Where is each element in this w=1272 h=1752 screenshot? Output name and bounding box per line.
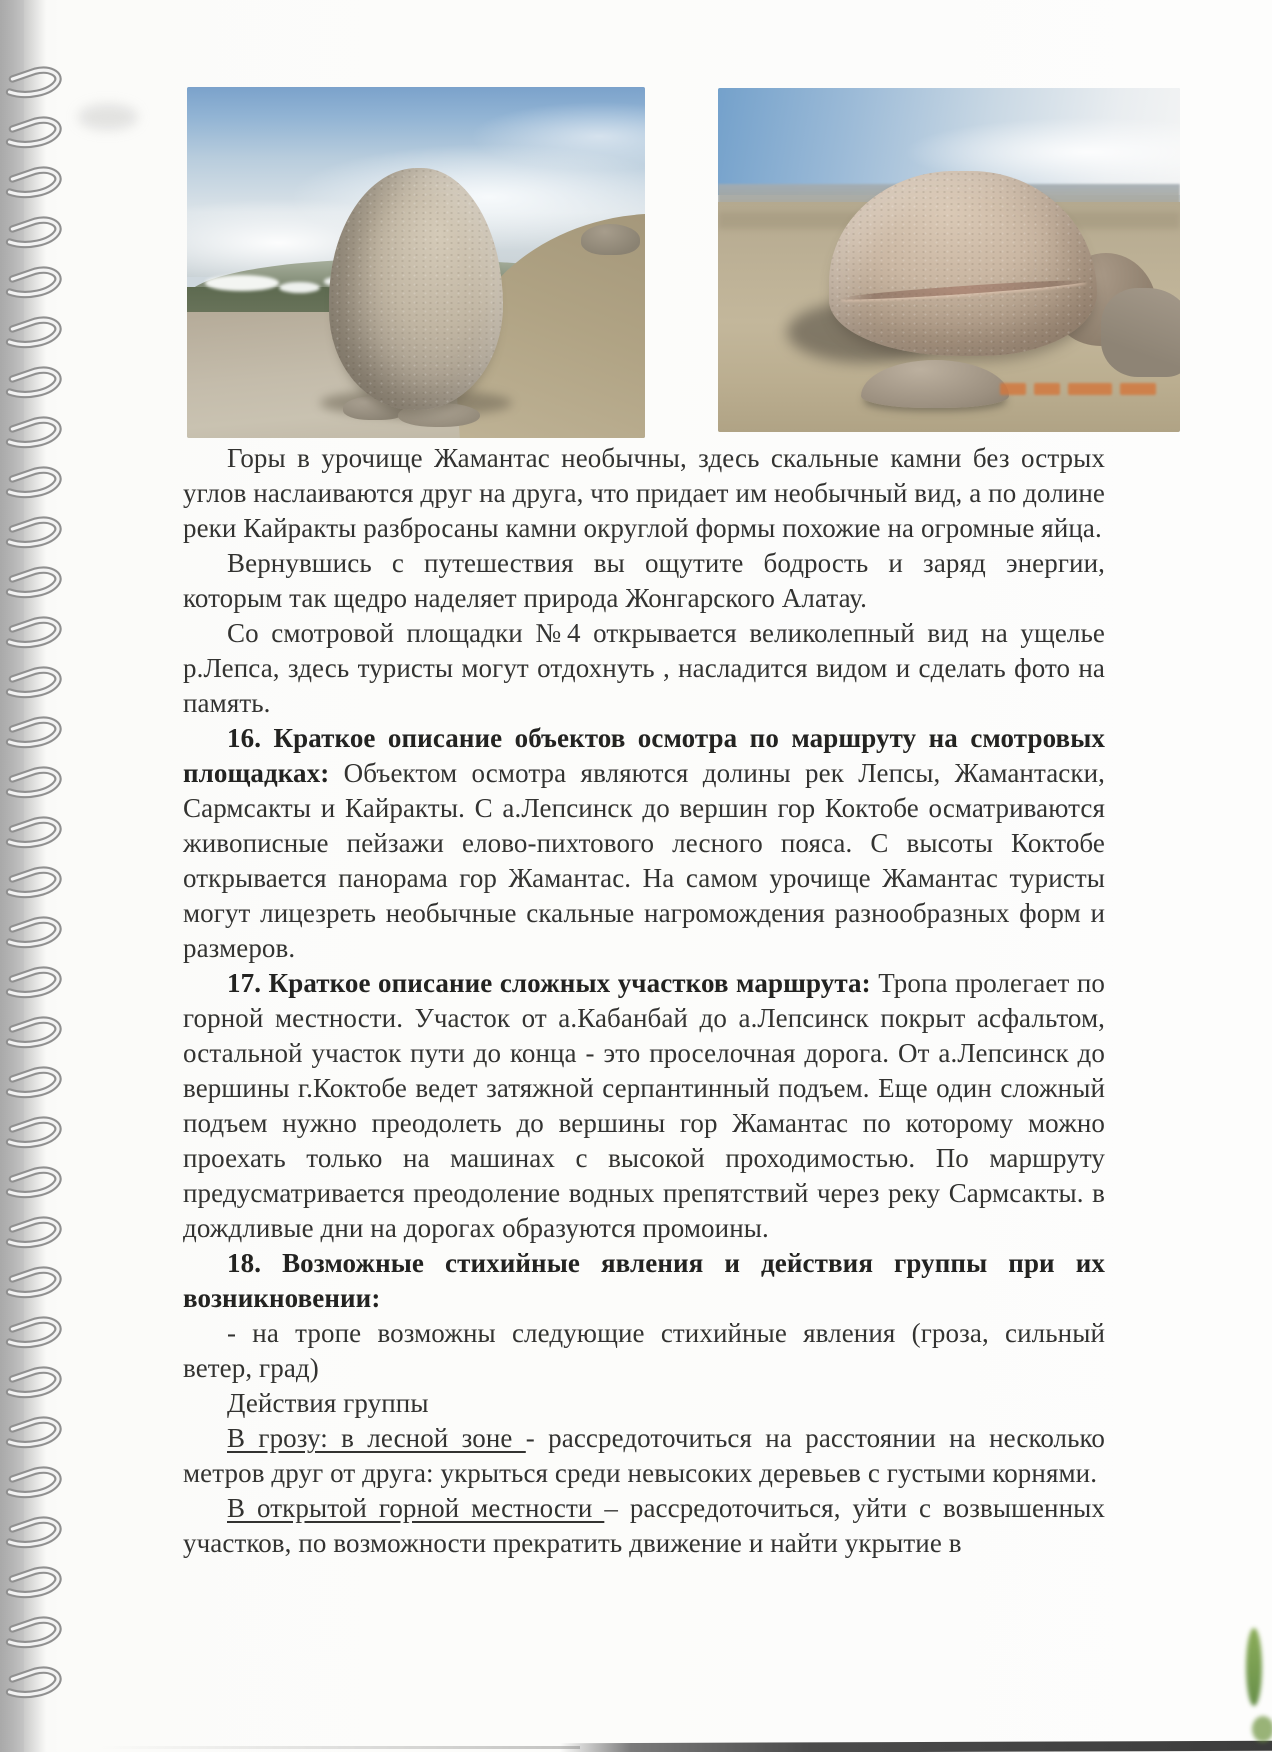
binding-coil	[1, 611, 66, 653]
spiral-binding	[0, 0, 90, 1752]
snow-patch	[205, 275, 278, 291]
text-run: 17. Краткое описание сложных участков маршрута:	[227, 968, 879, 998]
binding-coil	[1, 111, 66, 153]
binding-coil	[1, 161, 66, 203]
paragraph-3	[183, 616, 1105, 721]
paragraph-5	[183, 966, 1105, 1246]
scan-artifact-green	[1246, 1628, 1262, 1706]
binding-coil	[1, 711, 66, 753]
text-run: Со смотровой площадки №4 открывается великолепный вид на ущелье р.Лепса, здесь туристы могут отдохнуть , насладится видом и сделать фото на память.	[183, 618, 1105, 718]
scan-artifact-green	[1252, 1716, 1272, 1742]
snow-patch	[279, 282, 320, 293]
binding-coil	[1, 1411, 66, 1453]
binding-coil	[1, 411, 66, 453]
date-stamp	[1000, 380, 1156, 397]
text-run: – рассредоточиться, уйти с возвышенных участков, по возможности прекратить движение и найти укрытие в	[183, 1493, 1105, 1558]
binding-coil	[1, 261, 66, 303]
binding-coil	[1, 911, 66, 953]
text-run: Горы в урочище Жамантас необычны, здесь скальные камни без острых углов наслаиваются друг на друга, что придает им необычный вид, а по долине реки Кайракты разбросаны камни округлой формы похожие на огромные яйца.	[183, 443, 1105, 543]
text-run: 16. Краткое описание объектов осмотра по маршруту на смотровых площадках:	[183, 723, 1105, 788]
binding-coil	[1, 1161, 66, 1203]
text-run: - рассредоточиться на расстоянии на несколько метров друг от друга: укрыться среди невысоких деревьев с густыми корнями.	[183, 1423, 1105, 1488]
photo-round-boulder	[718, 88, 1180, 432]
binding-coil	[1, 661, 66, 703]
binding-coil	[1, 461, 66, 503]
binding-coil	[1, 1511, 66, 1553]
text-run: Объектом осмотра являются долины рек Лепсы, Жамантаски, Сармсакты и Кайракты. С а.Лепсинск до вершин гор Коктобе осматриваются живописные пейзажи елово-пихтового лесного пояса. С высоты Коктобе открывается панорама гор Жамантас. На самом урочище Жамантас туристы могут лицезреть необычные скальные нагромождения разнообразных форм и размеров.	[183, 758, 1105, 963]
paragraph-6	[183, 1246, 1105, 1316]
paragraph-2	[183, 546, 1105, 616]
binding-coil	[1, 61, 66, 103]
text-run: Вернувшись с путешествия вы ощутите бодрость и заряд энергии, которым так щедро наделяет природа Жонгарского Алатау.	[183, 548, 1105, 613]
binding-coil	[1, 1311, 66, 1353]
text-run: В грозу: в лесной зоне	[227, 1423, 526, 1453]
binding-coil	[1, 961, 66, 1003]
binding-coil	[1, 1061, 66, 1103]
paragraph-8	[183, 1386, 1105, 1421]
scan-bottom-edge	[560, 1741, 1272, 1752]
paragraph-4	[183, 721, 1105, 966]
text-run: Тропа пролегает по горной местности. Участок от а.Кабанбай до а.Лепсинск покрыт асфальтом, остальной участок пути до конца - это проселочная дорога. От а.Лепсинск до вершины г.Коктобе ведет затяжной серпантинный подъем. Еще один сложный подъем нужно преодолеть до вершины гор Жамантас по которому можно проехать только на машинах с высокой проходимостью. По маршруту предусматривается преодоление водных препятствий через реку Сармсакты. в дождливые дни на дорогах образуются промоины.	[183, 968, 1105, 1243]
text-run: Действия группы	[227, 1388, 429, 1418]
document-body	[183, 441, 1105, 1561]
binding-coil	[1, 1361, 66, 1403]
scan-smudge	[78, 104, 138, 130]
binding-coil	[1, 1661, 66, 1703]
text-run: В открытой горной местности	[227, 1493, 605, 1523]
scan-bottom-line	[100, 1746, 580, 1749]
binding-coil	[1, 211, 66, 253]
binding-coil	[1, 1211, 66, 1253]
rock-outcrop	[1101, 288, 1180, 377]
binding-coil	[1, 761, 66, 803]
binding-coil	[1, 311, 66, 353]
text-run: 18. Возможные стихийные явления и действия группы при их возникновении:	[183, 1248, 1105, 1313]
rock-outcrop	[581, 224, 641, 256]
binding-coil	[1, 1011, 66, 1053]
paragraph-10	[183, 1491, 1105, 1561]
binding-coil	[1, 1111, 66, 1153]
binding-coil	[1, 1261, 66, 1303]
binding-coil	[1, 811, 66, 853]
photo-egg-boulder	[187, 87, 645, 438]
binding-coil	[1, 861, 66, 903]
paragraph-1	[183, 441, 1105, 546]
binding-coil	[1, 1461, 66, 1503]
paragraph-7	[183, 1316, 1105, 1386]
binding-coil	[1, 1611, 66, 1653]
binding-coil	[1, 361, 66, 403]
binding-coil	[1, 561, 66, 603]
paragraph-9	[183, 1421, 1105, 1491]
binding-coil	[1, 1561, 66, 1603]
text-run: - на тропе возможны следующие стихийные явления (гроза, сильный ветер, град)	[183, 1318, 1105, 1383]
binding-coil	[1, 511, 66, 553]
